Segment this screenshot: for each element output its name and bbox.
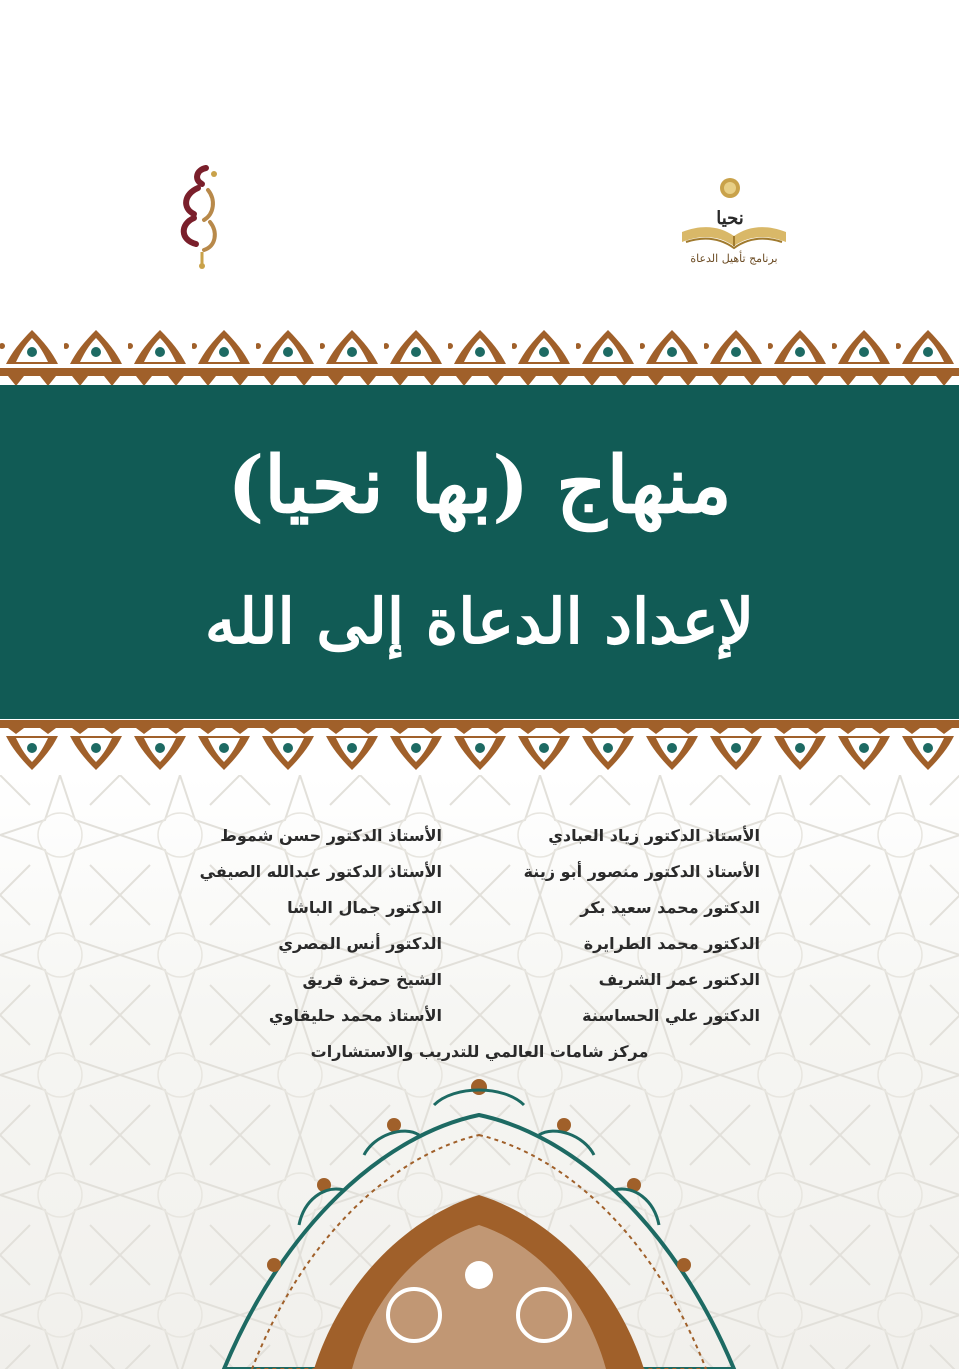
title-band [0, 385, 959, 719]
lace-border-icon [0, 716, 959, 776]
author-name: الدكتور علي الحساسنة [582, 1006, 760, 1025]
bottom-ornament-border [0, 716, 959, 776]
book-title: منهاج (بها نحيا) [227, 440, 732, 531]
author-name: الأستاذ الدكتور منصور أبو زينة [523, 862, 760, 881]
authors-right-column [430, 818, 760, 1034]
lace-border-icon [0, 324, 959, 388]
author-name: الدكتور عمر الشريف [598, 970, 760, 989]
book-subtitle: لإعداد الدعاة إلى الله [204, 585, 755, 658]
author-name: الأستاذ الدكتور حسن شموط [220, 826, 442, 845]
author-name: الأستاذ الدكتور زياد العبادي [548, 826, 760, 845]
author-name: الدكتور محمد سعيد بكر [580, 898, 760, 917]
top-ornament-border [0, 324, 959, 388]
program-logo [672, 176, 796, 276]
publisher-name: مركز شامات العالمي للتدريب والاستشارات [310, 1042, 649, 1061]
open-book-logo-icon [672, 176, 796, 252]
logo-tagline: برنامج تأهيل الدعاة [690, 252, 778, 265]
calligraphy-logo-icon [168, 160, 238, 270]
bottom-medallion [214, 1075, 745, 1369]
author-name: الأستاذ الدكتور عبدالله الصيفي [199, 862, 442, 881]
calligraphy-logo [168, 160, 238, 270]
author-name: الشيخ حمزة قريق [302, 970, 442, 989]
arabesque-medallion-icon [214, 1075, 745, 1369]
author-name: الدكتور محمد الطرايرة [583, 934, 760, 953]
svg-text:نحيا: نحيا [716, 208, 744, 229]
author-name: الدكتور أنس المصري [278, 934, 442, 953]
author-name: الدكتور جمال الباشا [287, 898, 442, 917]
authors-left-column [112, 818, 442, 1034]
author-name: الأستاذ محمد حليقاوي [268, 1006, 442, 1025]
